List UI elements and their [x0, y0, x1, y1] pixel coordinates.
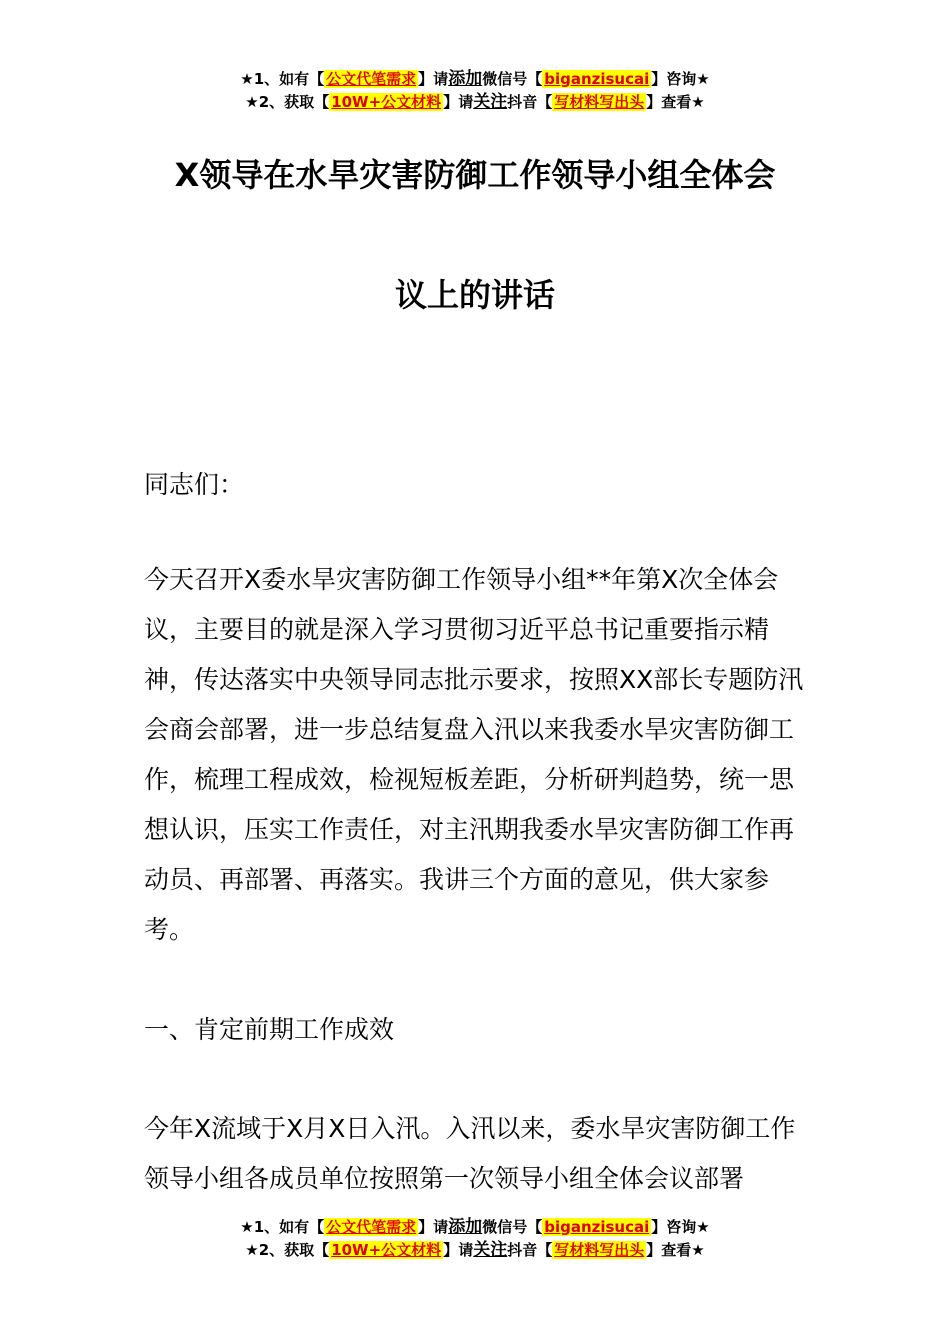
intro-paragraph: 今天召开X委水旱灾害防御工作领导小组**年第X次全体会议，主要目的就是深入学习贯彻习近平总书记重要指示精神，传达落实中央领导同志批示要求，按照XX部长专题防汛会商会部署，进一步总结复盘入汛以来我委水旱灾害防御工作，梳理工程成效，检视短板差距，分析研判趋势，统一思想认识，压实工作责任，对主汛期我委水旱灾害防御工作再动员、再部署、再落实。我讲三个方面的意见，供大家参考。 — [144, 565, 804, 944]
highlight-service: 公文代笔需求 — [326, 70, 417, 88]
section-heading-1: 一、肯定前期工作成效 — [144, 1015, 395, 1044]
highlight-materials: 10W+公文材料 — [331, 93, 442, 111]
banner-line-1: ★1、如有【 公文代笔需求 】请添加微信号【 biganzisucai 】咨询★ — [240, 1217, 710, 1237]
footer-banner — [0, 1216, 950, 1262]
section-body-1: 今年X流域于X月X日入汛。入汛以来，委水旱灾害防御工作领导小组各成员单位按照第一次领导小组全体会议部署 — [144, 1114, 796, 1193]
highlight-service: 公文代笔需求 — [326, 1218, 417, 1236]
highlight-wechat-id: biganzisucai — [544, 1218, 650, 1236]
banner-line-1: ★1、如有【 公文代笔需求 】请添加微信号【 biganzisucai 】咨询★ — [240, 69, 710, 89]
highlight-wechat-id: biganzisucai — [544, 70, 650, 88]
banner-line-2: ★2、获取【 10W+公文材料 】请关注抖音【 写材料写出头 】查看★ — [245, 92, 705, 112]
document-title-line-1: X领导在水旱灾害防御工作领导小组全体会 — [174, 156, 776, 194]
document-title-line-2: 议上的讲话 — [394, 276, 555, 314]
header-banner — [0, 68, 950, 114]
highlight-materials: 10W+公文材料 — [331, 1241, 442, 1259]
highlight-douyin: 写材料写出头 — [554, 1241, 645, 1259]
highlight-douyin: 写材料写出头 — [554, 93, 645, 111]
greeting: 同志们： — [144, 470, 245, 499]
banner-line-2: ★2、获取【 10W+公文材料 】请关注抖音【 写材料写出头 】查看★ — [245, 1240, 705, 1260]
